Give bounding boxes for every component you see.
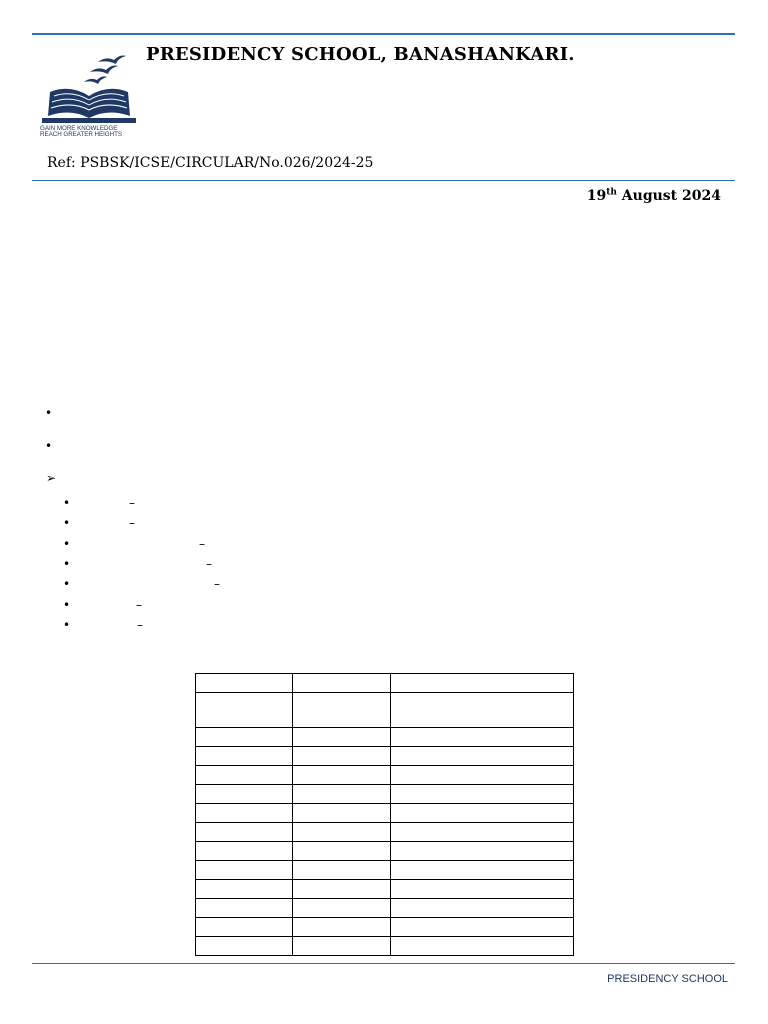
bullet-marker: • [45, 406, 53, 420]
date-suffix: th [606, 187, 617, 198]
sub-bullet-marker: • [63, 598, 71, 612]
table-row [196, 728, 574, 747]
logo-tagline-1: GAIN MORE KNOWLEDGE [40, 125, 118, 132]
date-month-year: August 2024 [616, 188, 721, 204]
table-row [196, 937, 574, 956]
school-name-title: PRESIDENCY SCHOOL, BANASHANKARI. [146, 44, 575, 65]
table-row [196, 766, 574, 785]
table-row [196, 880, 574, 899]
bullet-marker: • [45, 439, 53, 453]
sub-bullet-marker: • [63, 537, 71, 551]
table-row [196, 918, 574, 937]
date-day: 19 [586, 188, 607, 204]
sub-item-dash: – [129, 496, 135, 510]
sub-item-dash: – [137, 618, 143, 632]
sub-bullet-marker: • [63, 618, 71, 632]
arrow-bullet-icon: ➢ [46, 471, 57, 485]
sub-bullet-marker: • [63, 577, 71, 591]
footer-label: PRESIDENCY SCHOOL [607, 973, 728, 985]
sub-item-dash: – [214, 577, 220, 591]
table-row [196, 823, 574, 842]
table-row [196, 785, 574, 804]
table-row [196, 747, 574, 766]
table-row [196, 842, 574, 861]
sub-item-dash: – [199, 537, 205, 551]
table-header-row [196, 674, 574, 693]
school-logo-icon [40, 48, 138, 138]
sub-bullet-marker: • [63, 516, 71, 530]
circular-date [587, 188, 721, 204]
sub-item-dash: – [129, 516, 135, 530]
footer-rule [32, 963, 735, 964]
table-row [196, 804, 574, 823]
sub-item-dash: – [206, 557, 212, 571]
table-row [196, 861, 574, 880]
logo-tagline-2: REACH GREATER HEIGHTS [40, 131, 123, 138]
reference-rule [32, 180, 735, 181]
table-row [196, 693, 574, 728]
header-top-rule [32, 33, 735, 35]
schedule-table [195, 673, 574, 956]
table-row [196, 899, 574, 918]
sub-item-dash: – [136, 598, 142, 612]
sub-bullet-marker: • [63, 557, 71, 571]
circular-reference: Ref: PSBSK/ICSE/CIRCULAR/No.026/2024-25 [47, 155, 374, 171]
sub-bullet-marker: • [63, 496, 71, 510]
